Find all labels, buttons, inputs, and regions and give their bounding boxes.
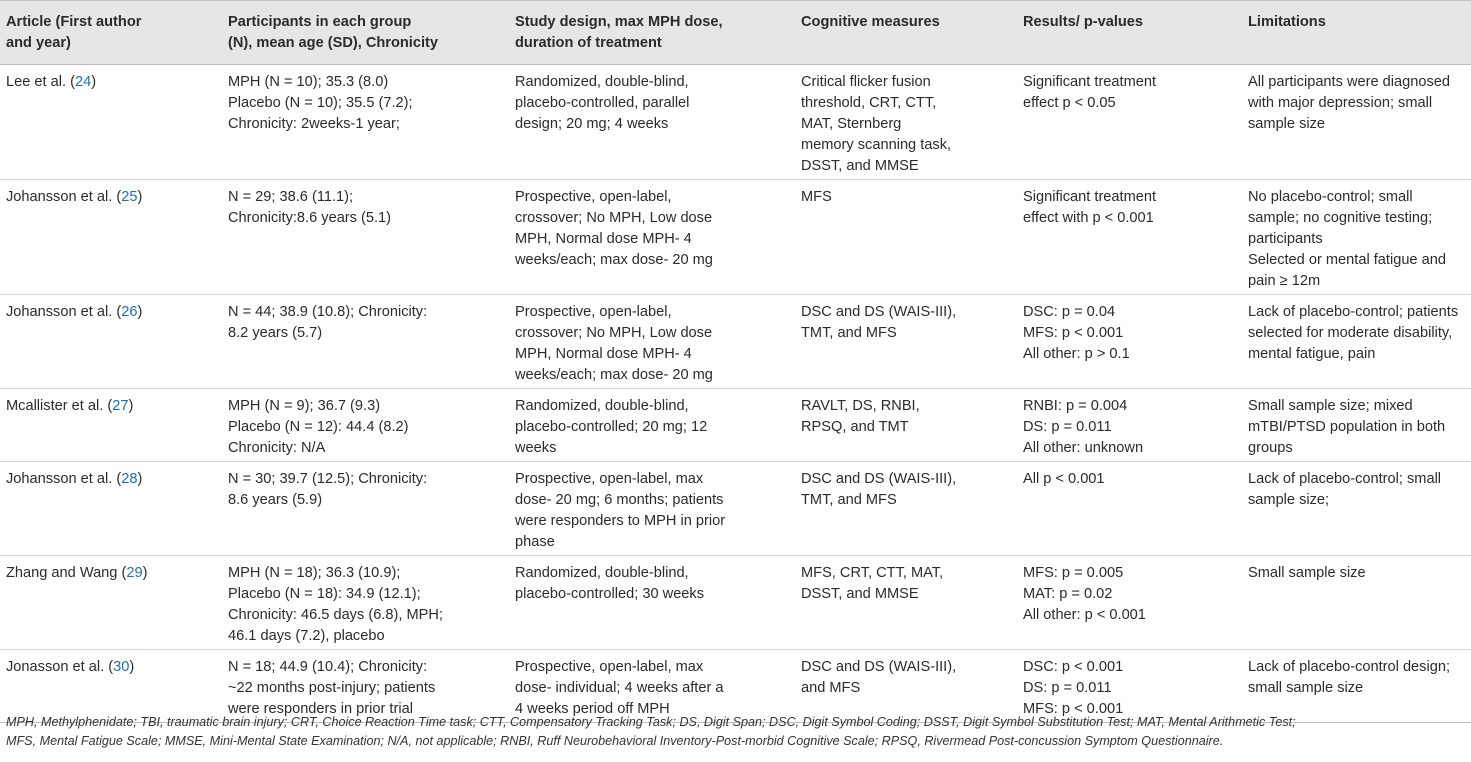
cell-line: All other: p < 0.001	[1023, 607, 1146, 623]
article-author: Lee et al. (	[6, 74, 75, 90]
cell-line: memory scanning task,	[801, 137, 952, 153]
cell-design	[509, 389, 795, 462]
article-close-paren: )	[129, 659, 135, 675]
reference-link[interactable]: 25	[121, 189, 138, 205]
cell-line: phase	[515, 534, 555, 550]
header-measures	[795, 1, 1017, 65]
cell-line: small sample size	[1248, 680, 1364, 696]
cell-line: sample size;	[1248, 492, 1330, 508]
cell-participants	[222, 65, 509, 180]
cell-line: All participants were diagnosed	[1248, 74, 1450, 90]
header-line: (N), mean age (SD), Chronicity	[228, 35, 439, 51]
header-line: and year)	[6, 35, 71, 51]
cell-article	[0, 650, 222, 723]
cell-results	[1017, 295, 1242, 389]
cell-line: Chronicity:8.6 years (5.1)	[228, 210, 392, 226]
cell-line: DSC: p < 0.001	[1023, 659, 1124, 675]
cell-line: sample size	[1248, 116, 1326, 132]
cell-line: Selected or mental fatigue and	[1248, 252, 1446, 268]
cell-line: DSST, and MMSE	[801, 158, 919, 174]
cell-line: RPSQ, and TMT	[801, 419, 909, 435]
article-close-paren: )	[128, 398, 134, 414]
article-author: Johansson et al. (	[6, 189, 122, 205]
cell-line: weeks	[515, 440, 557, 456]
header-line: Study design, max MPH dose,	[515, 14, 723, 30]
article-close-paren: )	[137, 471, 143, 487]
cell-line: sample; no cognitive testing;	[1248, 210, 1433, 226]
header-line: Participants in each group	[228, 14, 412, 30]
cell-line: MFS: p < 0.001	[1023, 701, 1124, 717]
cell-line: MPH (N = 18); 36.3 (10.9);	[228, 565, 401, 581]
reference-link[interactable]: 30	[113, 659, 130, 675]
cell-line: participants	[1248, 231, 1323, 247]
header-article	[0, 1, 222, 65]
article-author: Jonasson et al. (	[6, 659, 114, 675]
table-row	[0, 65, 1471, 180]
cell-line: were responders to MPH in prior	[515, 513, 726, 529]
cell-measures	[795, 389, 1017, 462]
cell-measures	[795, 65, 1017, 180]
cell-design	[509, 180, 795, 295]
cell-measures	[795, 556, 1017, 650]
cell-article	[0, 389, 222, 462]
reference-link[interactable]: 28	[121, 471, 138, 487]
footnote-line: MPH, Methylphenidate; TBI, traumatic brain injury; CRT, Choice Reaction Time task; CTT, Compensatory Tracking Task; DS, Digit Span; DSC, Digit Symbol Coding; DSST, Digit Symbol Substitution Test; MAT, Mental Arithmetic Test;	[6, 715, 1296, 729]
header-row	[0, 1, 1471, 65]
article-author: Zhang and Wang (	[6, 565, 127, 581]
cell-line: mTBI/PTSD population in both	[1248, 419, 1446, 435]
cell-results	[1017, 462, 1242, 556]
cell-line: Chronicity: 46.5 days (6.8), MPH;	[228, 607, 443, 623]
cell-limitations	[1242, 556, 1471, 650]
reference-link[interactable]: 24	[74, 74, 92, 90]
article-author: Johansson et al. (	[6, 471, 122, 487]
cell-line: dose- individual; 4 weeks after a	[515, 680, 724, 696]
cell-line: TMT, and MFS	[801, 325, 897, 341]
cell-line: Prospective, open-label, max	[515, 659, 704, 675]
table-row	[0, 462, 1471, 556]
cell-line: MPH, Normal dose MPH- 4	[515, 346, 692, 362]
header-design	[509, 1, 795, 65]
cell-participants	[222, 556, 509, 650]
cell-article	[0, 180, 222, 295]
table-header	[0, 1, 1471, 65]
cell-line: 8.6 years (5.9)	[228, 492, 323, 508]
cell-line: Placebo (N = 12): 44.4 (8.2)	[228, 419, 409, 435]
table-row	[0, 389, 1471, 462]
cell-design	[509, 65, 795, 180]
cell-line: TMT, and MFS	[801, 492, 897, 508]
cell-limitations	[1242, 65, 1471, 180]
cell-line: Placebo (N = 10); 35.5 (7.2);	[228, 95, 413, 111]
reference-link[interactable]: 26	[121, 304, 138, 320]
cell-line: selected for moderate disability,	[1248, 325, 1453, 341]
cell-line: Randomized, double-blind,	[515, 74, 689, 90]
cell-limitations	[1242, 462, 1471, 556]
cell-line: and MFS	[801, 680, 861, 696]
cell-article	[0, 295, 222, 389]
cell-article	[0, 65, 222, 180]
cell-article	[0, 462, 222, 556]
cell-design	[509, 295, 795, 389]
header-limitations	[1242, 1, 1471, 65]
table-row	[0, 650, 1471, 723]
table-row	[0, 180, 1471, 295]
cell-limitations	[1242, 650, 1471, 723]
cell-results	[1017, 180, 1242, 295]
cell-line: MFS, CRT, CTT, MAT,	[801, 565, 944, 581]
cell-line: crossover; No MPH, Low dose	[515, 210, 713, 226]
table-body	[0, 65, 1471, 723]
cell-measures	[795, 180, 1017, 295]
cell-line: Prospective, open-label,	[515, 189, 672, 205]
article-close-paren: )	[142, 565, 148, 581]
article-close-paren: )	[137, 304, 143, 320]
cell-line: Randomized, double-blind,	[515, 565, 689, 581]
cell-line: N = 29; 38.6 (11.1);	[228, 189, 354, 205]
cell-line: placebo-controlled; 20 mg; 12	[515, 419, 708, 435]
cell-line: crossover; No MPH, Low dose	[515, 325, 713, 341]
cell-line: Lack of placebo-control design;	[1248, 659, 1451, 675]
table-row	[0, 556, 1471, 650]
cell-line: DS: p = 0.011	[1023, 419, 1112, 435]
article-author: Johansson et al. (	[6, 304, 122, 320]
cell-line: Chronicity: N/A	[228, 440, 326, 456]
cell-line: Small sample size	[1248, 565, 1366, 581]
cell-line: DSC and DS (WAIS-III),	[801, 659, 957, 675]
footnote-line: MFS, Mental Fatigue Scale; MMSE, Mini-Mental State Examination; N/A, not applicable; RNBI, Ruff Neurobehavioral Inventory-Post-morbid Cognitive Scale; RPSQ, Rivermead Post-concussion Symptom Questionnaire.	[6, 734, 1224, 748]
cell-line: DSC and DS (WAIS-III),	[801, 471, 957, 487]
cell-limitations	[1242, 180, 1471, 295]
cell-line: MFS	[801, 189, 832, 205]
cell-participants	[222, 295, 509, 389]
cell-results	[1017, 556, 1242, 650]
cell-line: MFS: p = 0.005	[1023, 565, 1124, 581]
cell-line: No placebo-control; small	[1248, 189, 1413, 205]
cell-line: MFS: p < 0.001	[1023, 325, 1124, 341]
cell-line: N = 44; 38.9 (10.8); Chronicity:	[228, 304, 428, 320]
cell-line: 4 weeks period off MPH	[515, 701, 670, 717]
cell-line: Placebo (N = 18): 34.9 (12.1);	[228, 586, 421, 602]
cell-line: MAT, Sternberg	[801, 116, 902, 132]
cell-line: Prospective, open-label,	[515, 304, 672, 320]
cell-line: Significant treatment	[1023, 74, 1157, 90]
cell-line: placebo-controlled, parallel	[515, 95, 690, 111]
cell-limitations	[1242, 389, 1471, 462]
cell-design	[509, 556, 795, 650]
cell-design	[509, 462, 795, 556]
cell-line: groups	[1248, 440, 1293, 456]
article-author: Mcallister et al. (	[6, 398, 113, 414]
cell-line: design; 20 mg; 4 weeks	[515, 116, 669, 132]
cell-measures	[795, 295, 1017, 389]
cell-line: N = 30; 39.7 (12.5); Chronicity:	[228, 471, 428, 487]
cell-design	[509, 650, 795, 723]
cell-line: weeks/each; max dose- 20 mg	[515, 252, 713, 268]
cell-line: All p < 0.001	[1023, 471, 1105, 487]
cell-line: weeks/each; max dose- 20 mg	[515, 367, 713, 383]
cell-line: were responders in prior trial	[228, 701, 413, 717]
cell-line: RAVLT, DS, RNBI,	[801, 398, 920, 414]
cell-line: Lack of placebo-control; patients	[1248, 304, 1459, 320]
reference-link[interactable]: 27	[112, 398, 129, 414]
cell-line: placebo-controlled; 30 weeks	[515, 586, 705, 602]
cell-line: DSST, and MMSE	[801, 586, 919, 602]
cell-line: effect with p < 0.001	[1023, 210, 1154, 226]
cell-results	[1017, 650, 1242, 723]
cell-line: threshold, CRT, CTT,	[801, 95, 937, 111]
article-close-paren: )	[137, 189, 143, 205]
cell-participants	[222, 389, 509, 462]
cell-line: Critical flicker fusion	[801, 74, 931, 90]
table-footnote	[0, 713, 1471, 751]
article-close-paren: )	[91, 74, 97, 90]
cell-line: MPH, Normal dose MPH- 4	[515, 231, 692, 247]
cell-line: pain ≥ 12m	[1248, 273, 1321, 289]
cell-participants	[222, 462, 509, 556]
cell-limitations	[1242, 295, 1471, 389]
cell-line: ~22 months post-injury; patients	[228, 680, 436, 696]
header-line: duration of treatment	[515, 35, 662, 51]
cell-line: 8.2 years (5.7)	[228, 325, 323, 341]
cell-participants	[222, 650, 509, 723]
cell-line: mental fatigue, pain	[1248, 346, 1376, 362]
cell-line: Small sample size; mixed	[1248, 398, 1413, 414]
cell-line: with major depression; small	[1248, 95, 1433, 111]
cell-line: dose- 20 mg; 6 months; patients	[515, 492, 724, 508]
cell-measures	[795, 462, 1017, 556]
cell-line: Randomized, double-blind,	[515, 398, 689, 414]
cell-line: Chronicity: 2weeks-1 year;	[228, 116, 400, 132]
cell-line: MAT: p = 0.02	[1023, 586, 1113, 602]
cell-line: Lack of placebo-control; small	[1248, 471, 1442, 487]
header-line: Limitations	[1248, 14, 1326, 30]
reference-link[interactable]: 29	[126, 565, 143, 581]
cell-line: Significant treatment	[1023, 189, 1157, 205]
cell-line: N = 18; 44.9 (10.4); Chronicity:	[228, 659, 428, 675]
cell-line: MPH (N = 9); 36.7 (9.3)	[228, 398, 381, 414]
table-row	[0, 295, 1471, 389]
header-line: Article (First author	[6, 14, 142, 30]
cell-line: DSC and DS (WAIS-III),	[801, 304, 957, 320]
cell-line: All other: unknown	[1023, 440, 1144, 456]
cell-measures	[795, 650, 1017, 723]
cell-article	[0, 556, 222, 650]
header-line: Results/ p-values	[1023, 14, 1144, 30]
cell-line: RNBI: p = 0.004	[1023, 398, 1128, 414]
cell-line: DSC: p = 0.04	[1023, 304, 1116, 320]
header-results	[1017, 1, 1242, 65]
cell-line: effect p < 0.05	[1023, 95, 1116, 111]
cell-line: 46.1 days (7.2), placebo	[228, 628, 385, 644]
cell-participants	[222, 180, 509, 295]
cell-results	[1017, 389, 1242, 462]
header-participants	[222, 1, 509, 65]
cell-line: MPH (N = 10); 35.3 (8.0)	[228, 74, 389, 90]
cell-line: DS: p = 0.011	[1023, 680, 1112, 696]
cell-line: All other: p > 0.1	[1023, 346, 1130, 362]
cell-results	[1017, 65, 1242, 180]
cell-line: Prospective, open-label, max	[515, 471, 704, 487]
header-line: Cognitive measures	[801, 14, 940, 30]
